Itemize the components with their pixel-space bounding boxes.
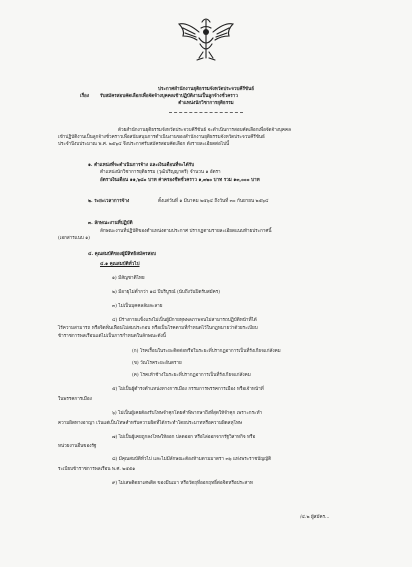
list-item: ๔) มีร่างกายแข็งแรงไม่เป็นผู้มีกายทุพพลภาพจนไม่สามารถปฏิบัติหน้าที่ได้ bbox=[112, 318, 257, 323]
list-item-cont: ไร้ความสามารถ หรือจิตฟั่นเฟือนไม่สมประกอบ หรือเป็นโรคตามที่กำหนดไว้ในกฎหมายว่าด้วยระเบียบ bbox=[58, 326, 258, 331]
list-item: ๒) มีอายุไม่ต่ำกว่า ๑๘ ปีบริบูรณ์ (นับถึงวันปิดรับสมัคร) bbox=[112, 290, 221, 295]
section-4-title: ๔. คุณสมบัติของผู้มีสิทธิสมัครสอบ bbox=[88, 252, 157, 257]
subject-text: รับสมัครสอบคัดเลือกเพื่อจัดจ้างบุคคลเข้าปฏิบัติงานเป็นลูกจ้างชั่วคราว bbox=[100, 94, 238, 99]
section-2-text: ตั้งแต่วันที่ ๑ มีนาคม ๒๕๖๔ ถึงวันที่ ๓๐ กันยายน ๒๕๖๔ bbox=[158, 199, 269, 204]
intro-line-3: ประจำปีงบประมาณ พ.ศ. ๒๕๖๔ จึงประกาศรับสมัครสอบคัดเลือก ดังรายละเอียดต่อไปนี้ bbox=[58, 142, 230, 147]
sub-item: (ค) โรคเท้าช้างในระยะที่ปรากฏอาการเป็นที่รังเกียจแก่สังคม bbox=[132, 373, 251, 378]
subject-label: เรื่อง bbox=[80, 94, 90, 99]
section-3-line-1: ลักษณะงานที่ปฏิบัติของตำแหน่งตามประกาศ ปรากฏตามรายละเอียดแนบท้ายประกาศนี้ bbox=[100, 229, 272, 234]
garuda-emblem-icon bbox=[177, 14, 235, 64]
page-continuation-note: /๔.๒ ผู้สมัคร... bbox=[300, 515, 330, 520]
list-item: ๖) ไม่เป็นผู้เคยต้องรับโทษจำคุกโดยคำพิพากษาถึงที่สุดให้จำคุก เพราะกระทำ bbox=[112, 411, 263, 416]
list-item: ๕) ไม่เป็นผู้ดำรงตำแหน่งทางการเมือง กรรมการพรรคการเมือง หรือเจ้าหน้าที่ bbox=[112, 387, 264, 392]
list-item-cont: ในพรรคการเมือง bbox=[58, 397, 92, 402]
section-1-title: ๑. ตำแหน่งที่จะดำเนินการจ้าง และเงินเดือนที่จะได้รับ bbox=[88, 163, 195, 168]
list-item-cont: ความผิดทางอาญา เว้นแต่เป็นโทษสำหรับความผิดที่ได้กระทำโดยประมาทหรือความผิดลหุโทษ bbox=[58, 421, 243, 426]
position-title: ตำแหน่งนักวิชาการยุติธรรม bbox=[178, 101, 234, 106]
section-3-line-2: (เอกสารแนบ ๑) bbox=[58, 236, 90, 241]
section-1-line-1: ตำแหน่งนักวิชาการยุติธรรม (วุฒิปริญญาตรี) จำนวน ๑ อัตรา bbox=[100, 170, 221, 175]
list-item: ๑) มีสัญชาติไทย bbox=[112, 276, 145, 281]
section-1-line-2: อัตราเงินเดือน ๑๑,๖๘๐ บาท ค่าครองชีพชั่วคราว ๑,๓๒๐ บาท รวม ๑๓,๐๐๐ บาท bbox=[100, 178, 260, 183]
list-item-cont: ข้าราชการพลเรือนแต่ไม่เป็นการกำหนดในลักษณะดังนี้ bbox=[58, 334, 166, 339]
list-item: ๘) มีคุณสมบัติทั่วไป และไม่มีลักษณะต้องห้ามตามมาตรา ๓๖ แห่งพระราชบัญญัติ bbox=[112, 457, 272, 462]
section-4-1-title: ๔.๑ คุณสมบัติทั่วไป bbox=[100, 262, 140, 267]
list-item: ๗) ไม่เป็นผู้เคยถูกลงโทษให้ออก ปลดออก หรือไล่ออกจากรัฐวิสาหกิจ หรือ bbox=[112, 435, 256, 440]
list-item: ๙) ไม่เสพติดยาเสพติด ของมึนเมา หรือวัตถุที่ออกฤทธิ์ต่อจิตหรือประสาท bbox=[112, 481, 253, 486]
list-item-cont: ระเบียบข้าราชการพลเรือน พ.ศ. ๒๕๕๑ bbox=[58, 467, 136, 472]
intro-line-2: เข้าปฏิบัติงานเป็นลูกจ้างชั่วคราวเพื่อสนับสนุนการดำเนินงานของสำนักงานยุติธรรมจังหวัดประจวบคีรีขันธ์ bbox=[58, 135, 265, 140]
list-item: ๓) ไม่เป็นบุคคลล้มละลาย bbox=[112, 304, 163, 309]
section-3-title: ๓. ลักษณะงานที่ปฏิบัติ bbox=[88, 221, 133, 226]
sub-item: (ข) วัณโรคระยะอันตราย bbox=[132, 361, 182, 366]
sub-item: (ก) โรคเรื้อนในระยะติดต่อหรือในระยะที่ปรากฏอาการเป็นที่รังเกียจแก่สังคม bbox=[132, 349, 281, 354]
section-2-title: ๒. ระยะเวลาการจ้าง bbox=[88, 199, 130, 204]
title-divider bbox=[169, 112, 243, 113]
intro-line-1: ด้วยสำนักงานยุติธรรมจังหวัดประจวบคีรีขันธ์ จะดำเนินการสอบคัดเลือกเพื่อจัดจ้างบุคคล bbox=[118, 128, 291, 133]
org-title: ประกาศสำนักงานยุติธรรมจังหวัดประจวบคีรีขันธ์ bbox=[157, 87, 255, 92]
list-item-cont: หน่วยงานอื่นของรัฐ bbox=[58, 444, 97, 449]
